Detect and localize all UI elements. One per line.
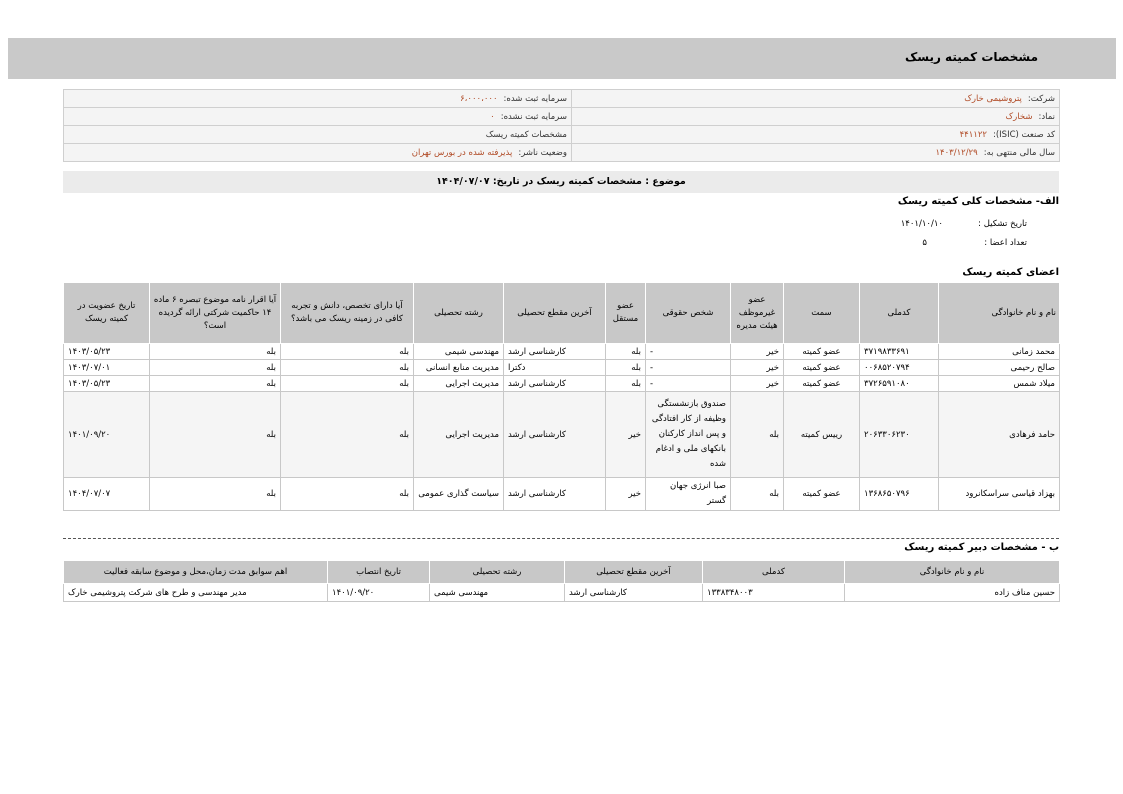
- member-name: محمد زمانی: [939, 344, 1060, 360]
- registered-capital-cell: [64, 90, 572, 108]
- member-legal-entity: صبا انرژی جهان گستر: [646, 478, 731, 511]
- secretary-name: حسین مناف زاده: [845, 584, 1060, 602]
- member-declaration: بله: [150, 478, 281, 511]
- member-field: سیاست گذاری عمومی: [414, 478, 504, 511]
- member-non-executive: خیر: [731, 344, 784, 360]
- member-field: مهندسی شیمی: [414, 344, 504, 360]
- section-divider: [63, 538, 1059, 539]
- secretary-field: مهندسی شیمی: [430, 584, 565, 602]
- fiscal-value: ۱۴۰۳/۱۲/۲۹: [935, 147, 978, 158]
- member-risk-expertise: بله: [281, 360, 414, 376]
- table-row: [64, 376, 1060, 392]
- secretary-header-row: [64, 561, 1060, 584]
- section-a-heading: الف- مشخصات کلی کمیته ریسک: [897, 196, 1059, 207]
- company-cell: [572, 90, 1060, 108]
- member-national-id: ۳۷۲۶۵۹۱۰۸۰: [860, 376, 939, 392]
- info-row: [64, 126, 1060, 144]
- member-degree: کارشناسی ارشد: [504, 344, 606, 360]
- member-risk-expertise: بله: [281, 478, 414, 511]
- page-title: مشخصات کمیته ریسک: [904, 50, 1038, 64]
- member-non-executive: خیر: [731, 376, 784, 392]
- member-national-id: ۳۷۱۹۸۳۳۶۹۱: [860, 344, 939, 360]
- member-name: میلاد شمس: [939, 376, 1060, 392]
- symbol-label: نماد:: [1038, 111, 1055, 122]
- members-table: [63, 282, 1060, 511]
- member-position: عضو کمیته: [784, 344, 860, 360]
- col-header-independent: عضو مستقل: [606, 283, 646, 344]
- report-type-cell: [64, 126, 572, 144]
- secretary-table: [63, 560, 1060, 602]
- member-legal-entity: -: [646, 376, 731, 392]
- member-membership-date: ۱۴۰۳/۰۵/۲۳: [64, 344, 150, 360]
- col-header-degree: آخرین مقطع تحصیلی: [565, 561, 703, 584]
- member-degree: دکترا: [504, 360, 606, 376]
- member-name: بهزاد قیاسی سراسکانرود: [939, 478, 1060, 511]
- col-header-name: نام و نام خانوادگی: [939, 283, 1060, 344]
- col-header-non-executive: عضو غیرموظف هیئت مدیره: [731, 283, 784, 344]
- member-declaration: بله: [150, 376, 281, 392]
- table-row: [64, 360, 1060, 376]
- member-legal-entity: -: [646, 360, 731, 376]
- status-value: پذیرفته شده در بورس تهران: [411, 147, 513, 158]
- info-row: [64, 90, 1060, 108]
- isic-cell: [572, 126, 1060, 144]
- member-national-id: ۰۰۶۸۵۲۰۷۹۴: [860, 360, 939, 376]
- unregistered-capital-value: ۰: [490, 111, 495, 122]
- page-title-bar: [8, 38, 1116, 79]
- member-field: مدیریت اجرایی: [414, 376, 504, 392]
- member-field: مدیریت اجرایی: [414, 392, 504, 478]
- member-declaration: بله: [150, 360, 281, 376]
- member-independent: خیر: [606, 392, 646, 478]
- member-independent: بله: [606, 360, 646, 376]
- col-header-name: نام و نام خانوادگی: [845, 561, 1060, 584]
- info-row: [64, 108, 1060, 126]
- secretary-experience: مدیر مهندسی و طرح های شرکت پتروشیمی خارک: [64, 584, 328, 602]
- col-header-appointment-date: تاریخ انتصاب: [328, 561, 430, 584]
- members-count-label: تعداد اعضا :: [984, 238, 1027, 248]
- member-legal-entity: -: [646, 344, 731, 360]
- isic-value: ۴۴۱۱۲۲: [959, 129, 987, 140]
- members-header-row: [64, 283, 1060, 344]
- fiscal-label: سال مالی منتهی به:: [983, 147, 1055, 158]
- member-non-executive: بله: [731, 478, 784, 511]
- member-degree: کارشناسی ارشد: [504, 392, 606, 478]
- member-degree: کارشناسی ارشد: [504, 478, 606, 511]
- symbol-cell: [572, 108, 1060, 126]
- member-declaration: بله: [150, 392, 281, 478]
- member-membership-date: ۱۴۰۱/۰۹/۲۰: [64, 392, 150, 478]
- table-row: [64, 478, 1060, 511]
- status-label: وضعیت ناشر:: [518, 147, 567, 158]
- status-cell: [64, 144, 572, 162]
- col-header-declaration: آیا اقرار نامه موضوع تبصره ۶ ماده ۱۴ حاکمیت شرکتی ارائه گردیده است؟: [150, 283, 281, 344]
- member-non-executive: خیر: [731, 360, 784, 376]
- table-row: [64, 392, 1060, 478]
- registered-capital-value: ۶،۰۰۰،۰۰۰: [460, 93, 498, 104]
- member-legal-entity: صندوق بازنشستگی وظیفه از کار افتادگی و پس انداز کارکنان بانکهای ملی و ادغام شده: [646, 392, 731, 478]
- member-field: مدیریت منابع انسانی: [414, 360, 504, 376]
- member-independent: بله: [606, 376, 646, 392]
- col-header-national-id: کدملی: [860, 283, 939, 344]
- col-header-degree: آخرین مقطع تحصیلی: [504, 283, 606, 344]
- col-header-experience: اهم سوابق مدت زمان،محل و موضوع سابقه فعالیت: [64, 561, 328, 584]
- members-count-value: ۵: [922, 238, 927, 248]
- col-header-legal-entity: شخص حقوقی: [646, 283, 731, 344]
- member-national-id: ۱۳۶۸۶۵۰۷۹۶: [860, 478, 939, 511]
- secretary-degree: کارشناسی ارشد: [565, 584, 703, 602]
- fiscal-cell: [572, 144, 1060, 162]
- member-independent: خیر: [606, 478, 646, 511]
- table-row: [64, 344, 1060, 360]
- member-membership-date: ۱۴۰۳/۰۵/۲۳: [64, 376, 150, 392]
- col-header-field: رشته تحصیلی: [430, 561, 565, 584]
- unregistered-capital-label: سرمایه ثبت نشده:: [500, 111, 567, 122]
- members-heading: اعضای کمیته ریسک: [962, 267, 1059, 278]
- member-degree: کارشناسی ارشد: [504, 376, 606, 392]
- member-position: رییس کمیته: [784, 392, 860, 478]
- formation-value: ۱۴۰۱/۱۰/۱۰: [900, 219, 943, 229]
- secretary-appointment-date: ۱۴۰۱/۰۹/۲۰: [328, 584, 430, 602]
- company-label: شرکت:: [1027, 93, 1055, 104]
- unregistered-capital-cell: [64, 108, 572, 126]
- member-risk-expertise: بله: [281, 392, 414, 478]
- member-independent: بله: [606, 344, 646, 360]
- subject-bar: [63, 171, 1059, 193]
- company-info-table: [63, 89, 1060, 162]
- member-risk-expertise: بله: [281, 344, 414, 360]
- col-header-position: سمت: [784, 283, 860, 344]
- isic-label: کد صنعت (ISIC):: [992, 129, 1055, 140]
- member-risk-expertise: بله: [281, 376, 414, 392]
- info-row: [64, 144, 1060, 162]
- member-position: عضو کمیته: [784, 360, 860, 376]
- table-row: [64, 584, 1060, 602]
- report-type: مشخصات کمیته ریسک: [485, 129, 567, 140]
- formation-label: تاریخ تشکیل :: [978, 219, 1027, 229]
- col-header-national-id: کدملی: [703, 561, 845, 584]
- member-name: حامد فرهادی: [939, 392, 1060, 478]
- member-membership-date: ۱۴۰۴/۰۷/۰۷: [64, 478, 150, 511]
- secretary-national-id: ۱۳۳۸۳۴۸۰۰۳: [703, 584, 845, 602]
- subject-text: موضوع : مشخصات کمیته ریسک در تاریخ: ۱۴۰۴/۰۷/۰۷: [436, 176, 686, 187]
- col-header-field: رشته تحصیلی: [414, 283, 504, 344]
- member-declaration: بله: [150, 344, 281, 360]
- company-value: پتروشیمی خارک: [964, 93, 1022, 104]
- col-header-membership-date: تاریخ عضویت در کمیته ریسک: [64, 283, 150, 344]
- member-national-id: ۲۰۶۳۳۰۶۲۳۰: [860, 392, 939, 478]
- col-header-risk-expertise: آیا دارای تخصص، دانش و تجربه کافی در زمینه ریسک می باشد؟: [281, 283, 414, 344]
- member-position: عضو کمیته: [784, 376, 860, 392]
- section-b-heading: ب - مشخصات دبیر کمیته ریسک: [904, 542, 1059, 553]
- member-non-executive: بله: [731, 392, 784, 478]
- member-name: صالح رحیمی: [939, 360, 1060, 376]
- symbol-value: شخارک: [1005, 111, 1033, 122]
- member-membership-date: ۱۴۰۳/۰۷/۰۱: [64, 360, 150, 376]
- registered-capital-label: سرمایه ثبت شده:: [503, 93, 567, 104]
- member-position: عضو کمیته: [784, 478, 860, 511]
